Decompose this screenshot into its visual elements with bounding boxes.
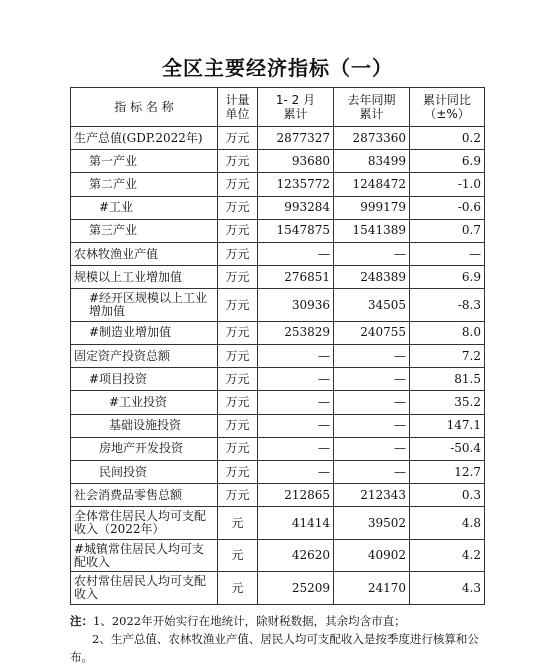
indicator-name: #城镇常住居民人均可支配收入 — [71, 539, 218, 572]
indicator-name: 生产总值(GDP.2022年) — [71, 127, 218, 150]
previous-value: 240755 — [334, 321, 410, 344]
yoy-value: 6.9 — [410, 150, 485, 173]
indicator-name: 民间投资 — [71, 460, 218, 483]
footnote-1-text: 1、2022年开始实行在地统计，除财税数据，其余均含市直； — [93, 614, 406, 628]
unit-cell: 万元 — [218, 368, 258, 391]
previous-value: 2873360 — [334, 127, 410, 150]
indicator-name: #制造业增加值 — [71, 321, 218, 344]
unit-cell: 万元 — [218, 345, 258, 368]
current-value: 25209 — [258, 572, 334, 605]
header-indicator: 指 标 名 称 — [71, 88, 218, 127]
table-row — [71, 150, 485, 173]
unit-cell: 万元 — [218, 437, 258, 460]
indicators-table — [70, 87, 485, 605]
table-row — [71, 196, 485, 219]
previous-value: 83499 — [334, 150, 410, 173]
yoy-value: -1.0 — [410, 173, 485, 196]
previous-value: 39502 — [334, 507, 410, 540]
unit-cell: 万元 — [218, 219, 258, 242]
header-previous: 去年同期 累计 — [334, 88, 410, 127]
indicator-name: #经开区规模以上工业增加值 — [71, 289, 218, 322]
unit-cell: 元 — [218, 507, 258, 540]
table-row — [71, 414, 485, 437]
current-value: 93680 — [258, 150, 334, 173]
yoy-value: 0.7 — [410, 219, 485, 242]
yoy-value: 0.3 — [410, 484, 485, 507]
header-unit: 计量 单位 — [218, 88, 258, 127]
previous-value: — — [334, 242, 410, 265]
indicator-name: 社会消费品零售总额 — [71, 484, 218, 507]
current-value: — — [258, 437, 334, 460]
indicator-name: 第一产业 — [71, 150, 218, 173]
indicator-name: 全体常住居民人均可支配收入（2022年） — [71, 507, 218, 540]
current-value: — — [258, 345, 334, 368]
unit-cell: 万元 — [218, 150, 258, 173]
previous-value: 212343 — [334, 484, 410, 507]
yoy-value: -50.4 — [410, 437, 485, 460]
footnote-label: 注： — [70, 614, 93, 628]
unit-cell: 万元 — [218, 484, 258, 507]
unit-cell: 万元 — [218, 321, 258, 344]
unit-cell: 元 — [218, 539, 258, 572]
table-row — [71, 460, 485, 483]
yoy-value: 81.5 — [410, 368, 485, 391]
yoy-value: 7.2 — [410, 345, 485, 368]
previous-value: — — [334, 368, 410, 391]
footnotes — [70, 612, 490, 666]
unit-cell: 万元 — [218, 242, 258, 265]
previous-value: 1541389 — [334, 219, 410, 242]
previous-value: 1248472 — [334, 173, 410, 196]
previous-value: — — [334, 414, 410, 437]
previous-value: 999179 — [334, 196, 410, 219]
unit-cell: 元 — [218, 572, 258, 605]
table-row — [71, 391, 485, 414]
indicator-name: 规模以上工业增加值 — [71, 266, 218, 289]
table-row — [71, 242, 485, 265]
yoy-value: 12.7 — [410, 460, 485, 483]
page-title: 全区主要经济指标（一） — [162, 56, 393, 80]
previous-value: — — [334, 437, 410, 460]
indicator-name: #工业 — [71, 196, 218, 219]
table-row — [71, 368, 485, 391]
previous-value: 40902 — [334, 539, 410, 572]
footnote-2: 2、生产总值、农林牧渔业产值、居民人均可支配收入是按季度进行核算和公布。 — [70, 632, 479, 664]
current-value: — — [258, 391, 334, 414]
previous-value: — — [334, 460, 410, 483]
current-value: 1547875 — [258, 219, 334, 242]
table-row — [71, 321, 485, 344]
current-value: — — [258, 460, 334, 483]
current-value: — — [258, 242, 334, 265]
current-value: — — [258, 368, 334, 391]
unit-cell: 万元 — [218, 289, 258, 322]
table-row — [71, 437, 485, 460]
table-row — [71, 484, 485, 507]
current-value: 212865 — [258, 484, 334, 507]
current-value: 41414 — [258, 507, 334, 540]
indicator-name: 房地产开发投资 — [71, 437, 218, 460]
previous-value: — — [334, 391, 410, 414]
yoy-value: 8.0 — [410, 321, 485, 344]
yoy-value: -0.6 — [410, 196, 485, 219]
current-value: 276851 — [258, 266, 334, 289]
table-row — [71, 507, 485, 540]
unit-cell: 万元 — [218, 196, 258, 219]
yoy-value: 6.9 — [410, 266, 485, 289]
yoy-value: 4.3 — [410, 572, 485, 605]
table-row — [71, 266, 485, 289]
current-value: 30936 — [258, 289, 334, 322]
previous-value: 24170 — [334, 572, 410, 605]
unit-cell: 万元 — [218, 460, 258, 483]
current-value: — — [258, 414, 334, 437]
yoy-value: -8.3 — [410, 289, 485, 322]
indicator-name: 固定资产投资总额 — [71, 345, 218, 368]
indicator-name: 农村常住居民人均可支配收入 — [71, 572, 218, 605]
current-value: 2877327 — [258, 127, 334, 150]
table-row — [71, 289, 485, 322]
indicator-name: 农林牧渔业产值 — [71, 242, 218, 265]
yoy-value: 4.8 — [410, 507, 485, 540]
unit-cell: 万元 — [218, 266, 258, 289]
previous-value: — — [334, 345, 410, 368]
footnote-1 — [70, 612, 490, 630]
table-row — [71, 572, 485, 605]
indicator-name: 第二产业 — [71, 173, 218, 196]
unit-cell: 万元 — [218, 173, 258, 196]
current-value: 993284 — [258, 196, 334, 219]
table-row — [71, 539, 485, 572]
indicator-name: #项目投资 — [71, 368, 218, 391]
yoy-value: 35.2 — [410, 391, 485, 414]
current-value: 1235772 — [258, 173, 334, 196]
header-yoy: 累计同比 （±%） — [410, 88, 485, 127]
table-row — [71, 127, 485, 150]
yoy-value: — — [410, 242, 485, 265]
table-row — [71, 345, 485, 368]
previous-value: 34505 — [334, 289, 410, 322]
indicator-name: 第三产业 — [71, 219, 218, 242]
table-header-row — [71, 88, 485, 127]
unit-cell: 万元 — [218, 414, 258, 437]
table-row — [71, 219, 485, 242]
header-current: 1- 2 月 累计 — [258, 88, 334, 127]
unit-cell: 万元 — [218, 127, 258, 150]
indicator-name: 基础设施投资 — [71, 414, 218, 437]
yoy-value: 4.2 — [410, 539, 485, 572]
unit-cell: 万元 — [218, 391, 258, 414]
table-row — [71, 173, 485, 196]
previous-value: 248389 — [334, 266, 410, 289]
yoy-value: 0.2 — [410, 127, 485, 150]
yoy-value: 147.1 — [410, 414, 485, 437]
current-value: 42620 — [258, 539, 334, 572]
current-value: 253829 — [258, 321, 334, 344]
indicator-name: #工业投资 — [71, 391, 218, 414]
